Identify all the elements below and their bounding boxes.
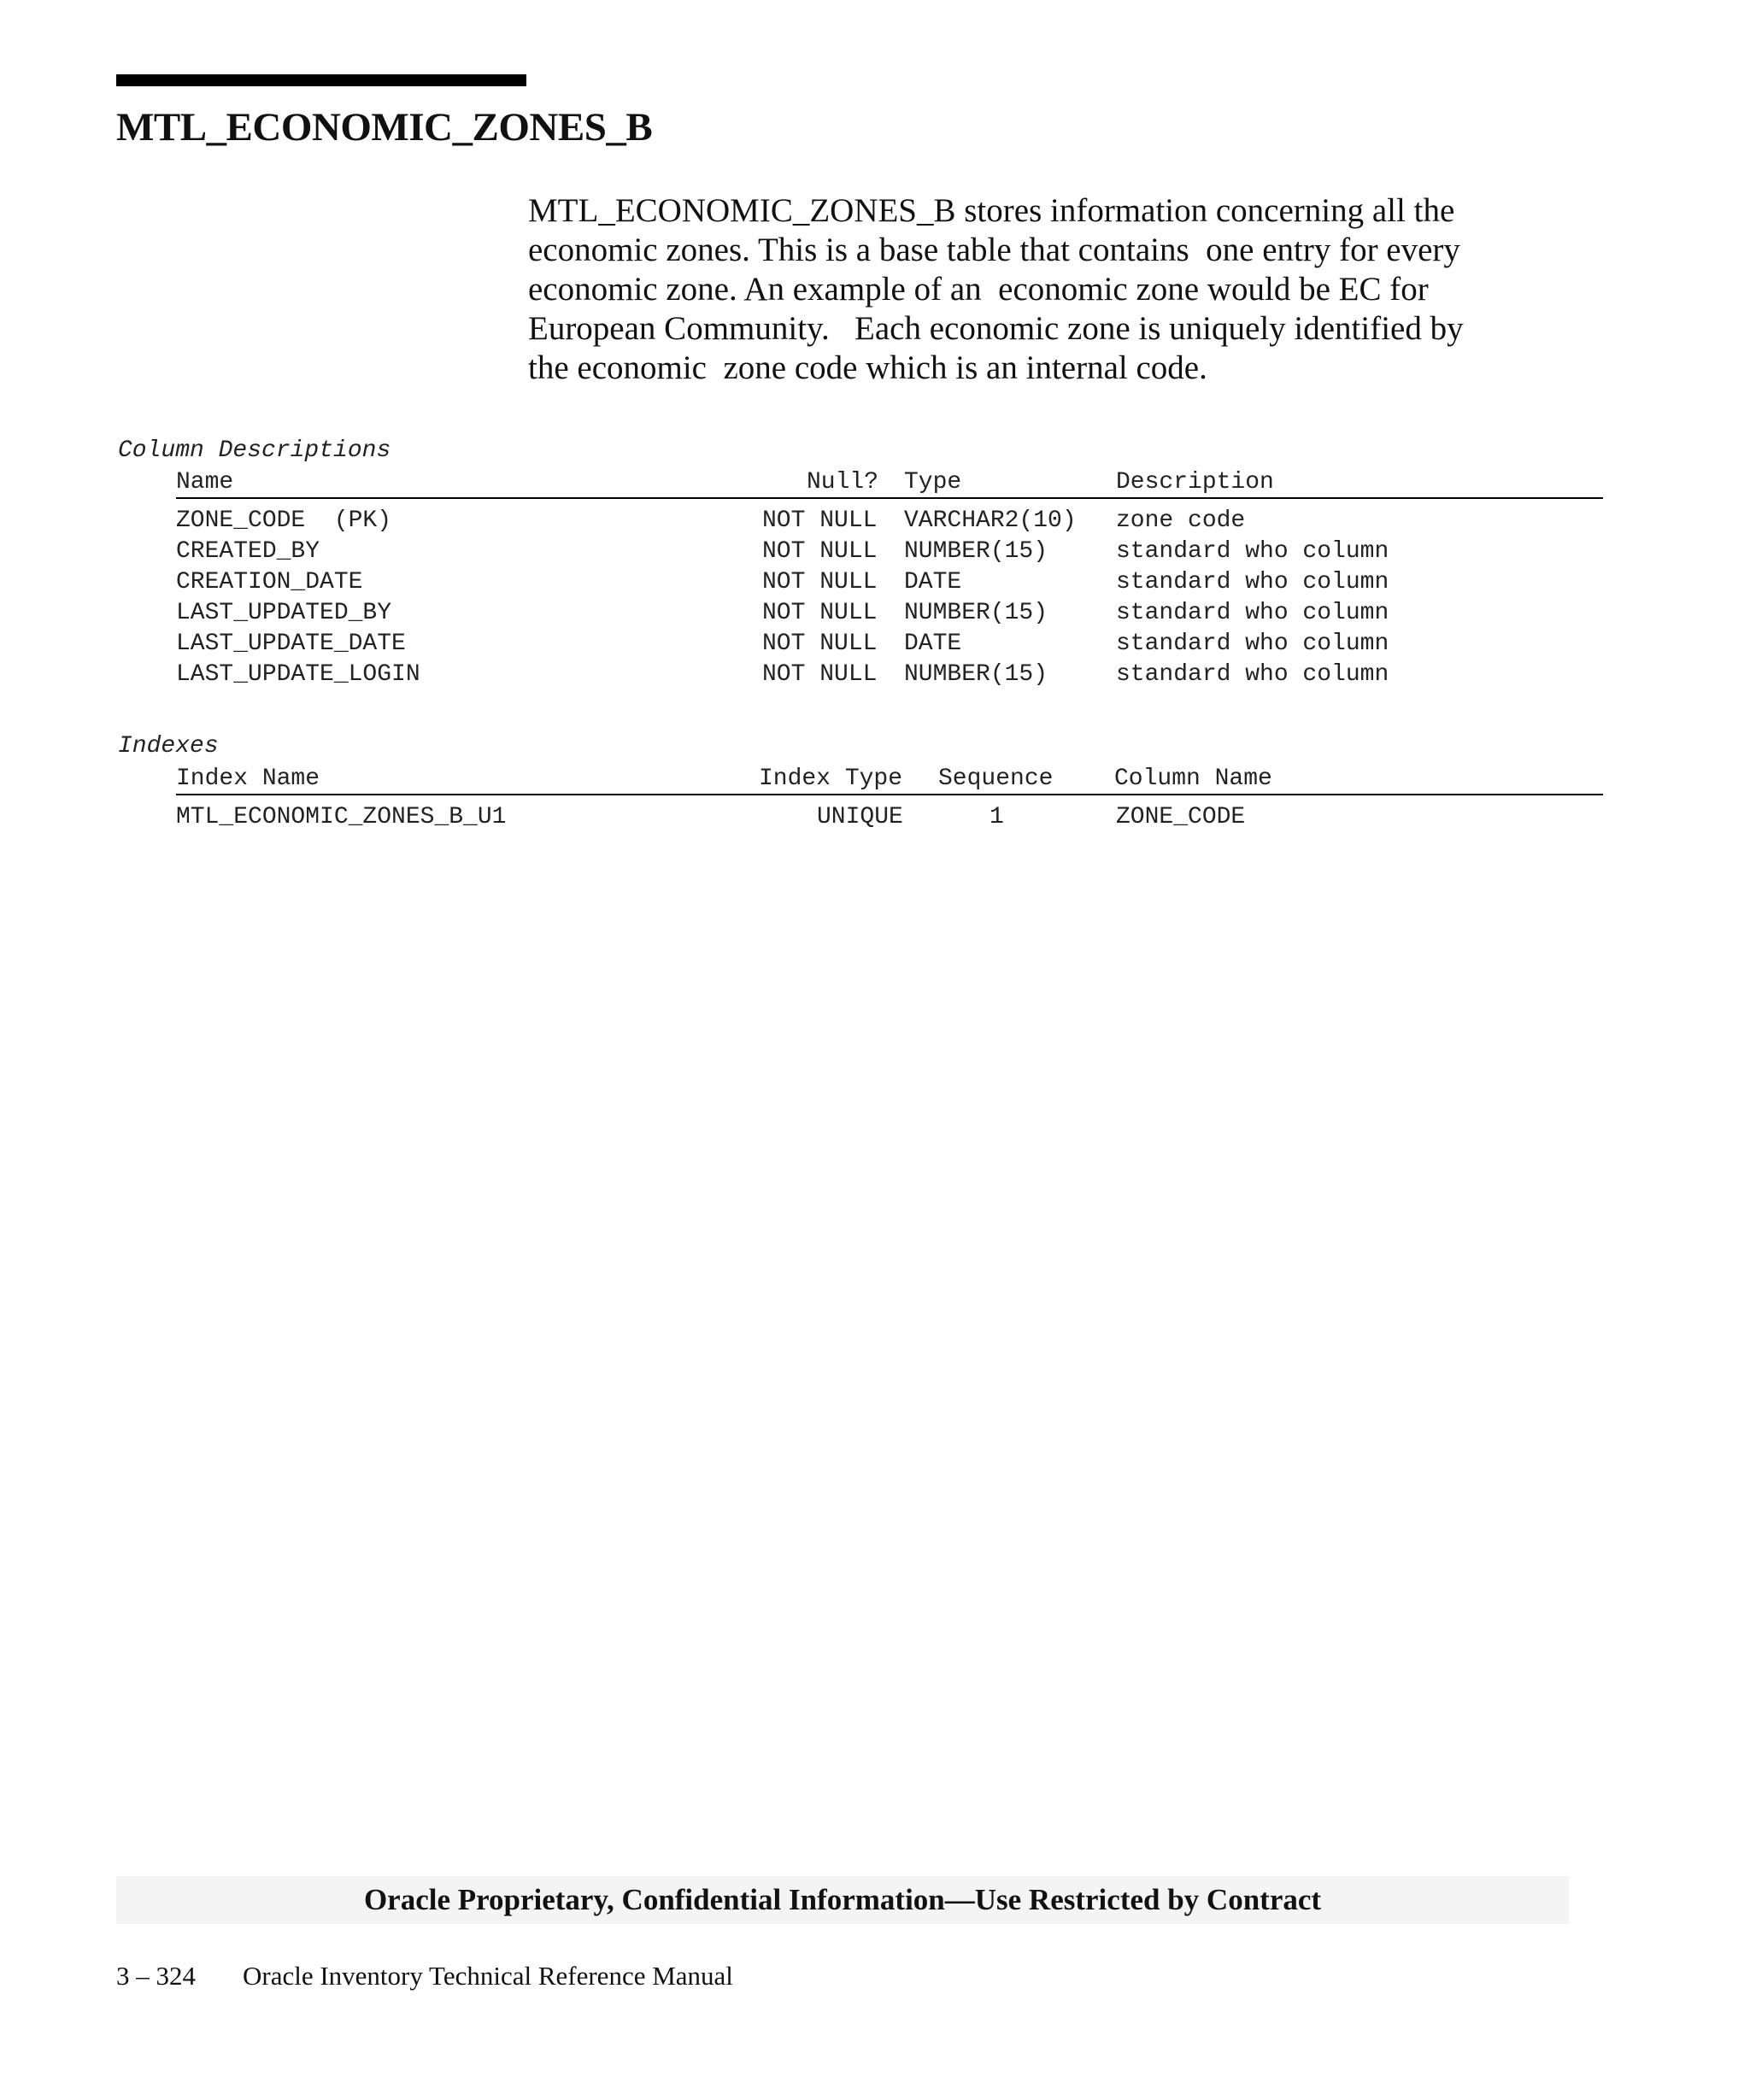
column-type: NUMBER(15)	[904, 600, 1048, 626]
description-line: economic zone. An example of an economic zone would be EC for	[528, 271, 1429, 308]
table-row	[176, 630, 1603, 660]
column-type: VARCHAR2(10)	[904, 507, 1077, 534]
column-null: NOT NULL	[762, 507, 878, 534]
header-type: Type	[904, 469, 962, 496]
header-index-name: Index Name	[176, 766, 320, 792]
confidential-banner	[116, 1876, 1569, 1924]
column-type: DATE	[904, 631, 962, 657]
confidential-text: Oracle Proprietary, Confidential Information––Use Restricted by Contract	[363, 1883, 1322, 1916]
column-description: standard who column	[1116, 569, 1389, 595]
column-type: NUMBER(15)	[904, 538, 1048, 565]
table-row	[176, 507, 1603, 537]
index-column-name: ZONE_CODE	[1116, 804, 1246, 830]
column-name: LAST_UPDATE_LOGIN	[176, 661, 420, 688]
index-name: MTL_ECONOMIC_ZONES_B_U1	[176, 804, 507, 830]
column-name: ZONE_CODE (PK)	[176, 507, 392, 534]
column-null: NOT NULL	[762, 661, 878, 688]
description-line: European Community. Each economic zone is uniquely identified by	[528, 310, 1464, 347]
column-description: standard who column	[1116, 661, 1389, 688]
top-rule	[116, 74, 526, 86]
header-name: Name	[176, 469, 234, 496]
indexes-label: Indexes	[118, 733, 219, 760]
header-sequence: Sequence	[938, 766, 1054, 792]
column-description: standard who column	[1116, 631, 1389, 657]
column-table-header	[176, 468, 1603, 499]
column-description: zone code	[1116, 507, 1246, 534]
index-sequence: 1	[990, 804, 1004, 830]
column-type: DATE	[904, 569, 962, 595]
column-null: NOT NULL	[762, 569, 878, 595]
table-row	[176, 660, 1603, 691]
column-description: standard who column	[1116, 600, 1389, 626]
description-line: MTL_ECONOMIC_ZONES_B stores information concerning all the	[528, 192, 1455, 229]
page-title: MTL_ECONOMIC_ZONES_B	[116, 105, 653, 150]
description-line: the economic zone code which is an internal code.	[528, 349, 1207, 386]
table-description	[528, 191, 1553, 388]
description-line: economic zones. This is a base table that contains one entry for every	[528, 232, 1460, 268]
header-index-type: Index Type	[759, 766, 903, 792]
column-type: NUMBER(15)	[904, 661, 1048, 688]
header-description: Description	[1116, 469, 1274, 496]
column-description: standard who column	[1116, 538, 1389, 565]
table-row	[176, 599, 1603, 630]
header-column-name: Column Name	[1114, 766, 1272, 792]
column-descriptions-label: Column Descriptions	[118, 437, 391, 464]
index-type: UNIQUE	[817, 804, 903, 830]
column-null: NOT NULL	[762, 538, 878, 565]
column-null: NOT NULL	[762, 600, 878, 626]
column-null: NOT NULL	[762, 631, 878, 657]
column-name: LAST_UPDATE_DATE	[176, 631, 406, 657]
manual-title: Oracle Inventory Technical Reference Manual	[243, 1961, 733, 1991]
column-descriptions-table	[176, 468, 1603, 691]
index-table-header	[176, 765, 1603, 795]
table-row	[176, 803, 1603, 834]
table-row	[176, 537, 1603, 568]
column-name: LAST_UPDATED_BY	[176, 600, 392, 626]
column-name: CREATION_DATE	[176, 569, 363, 595]
column-name: CREATED_BY	[176, 538, 320, 565]
header-null: Null?	[807, 469, 879, 496]
indexes-table	[176, 765, 1603, 834]
page-number: 3 – 324	[116, 1961, 196, 1991]
table-row	[176, 568, 1603, 599]
